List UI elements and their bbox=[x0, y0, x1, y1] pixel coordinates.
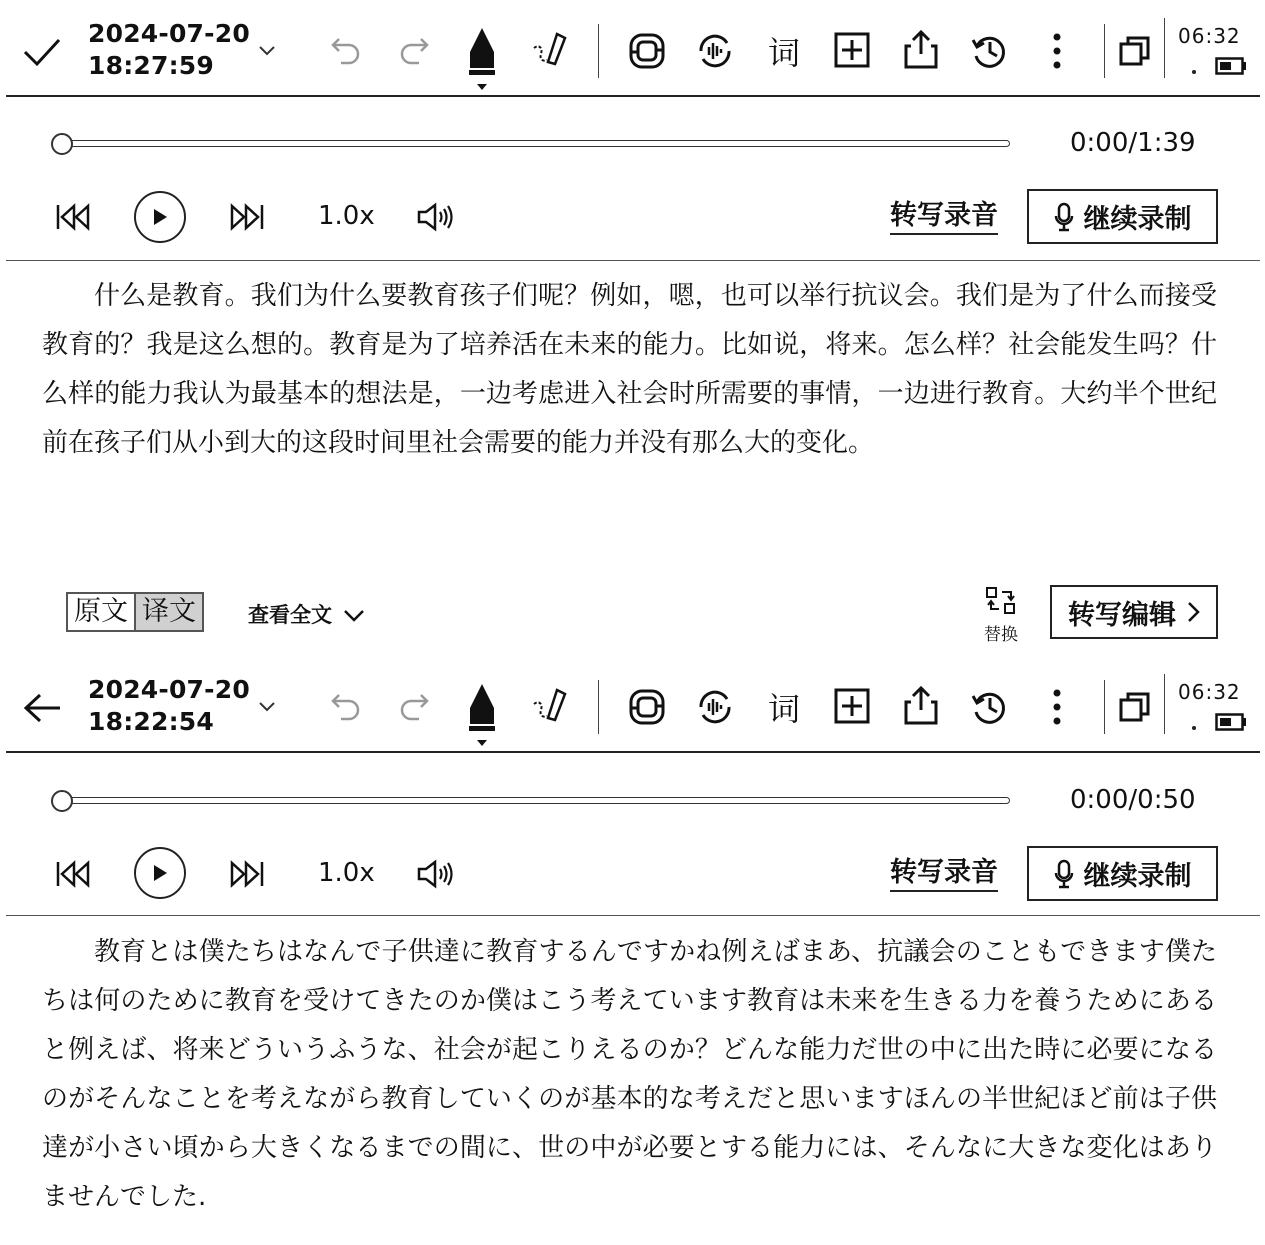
player-bottom-border bbox=[6, 915, 1260, 916]
skip-back-icon[interactable] bbox=[52, 198, 94, 236]
undo-icon[interactable] bbox=[326, 30, 366, 70]
status-clock: 06:32 bbox=[1178, 680, 1241, 704]
skip-back-icon[interactable] bbox=[52, 855, 94, 893]
play-button[interactable] bbox=[134, 847, 186, 899]
toolbar-bottom-border bbox=[6, 751, 1260, 753]
chevron-down-icon[interactable] bbox=[254, 694, 280, 720]
layers-ai-icon[interactable] bbox=[626, 686, 668, 728]
volume-icon[interactable] bbox=[414, 855, 456, 893]
more-options-icon[interactable] bbox=[1042, 686, 1072, 728]
status-divider bbox=[1164, 674, 1165, 734]
playback-speed[interactable]: 1.0x bbox=[318, 201, 375, 231]
status-clock: 06:32 bbox=[1178, 24, 1241, 48]
toolbar-divider bbox=[598, 24, 599, 78]
note-time: 18:27:59 bbox=[88, 51, 214, 80]
transcript-text bbox=[42, 272, 1217, 468]
status-dot bbox=[1192, 726, 1196, 730]
play-button[interactable] bbox=[134, 191, 186, 243]
add-box-icon[interactable] bbox=[832, 30, 872, 70]
status-dot bbox=[1192, 70, 1196, 74]
transcript-paragraph: 什么是教育。我们为什么要教育孩子们呢？例如，嗯，也可以举行抗议会。我们是为了什么而接受教育的？我是这么想的。教育是为了培养活在未来的能力。比如说，将来。怎么样？社会能发生吗？什么样的能力我认为最基本的想法是，一边考虑进入社会时所需要的事情，一边进行教育。大约半个世纪前在孩子们从小到大的这段时间里社会需要的能力并没有那么大的变化。 bbox=[42, 281, 1217, 458]
multiwindow-icon[interactable] bbox=[1114, 686, 1156, 728]
audio-progress-bar[interactable] bbox=[60, 797, 1010, 804]
share-export-icon[interactable] bbox=[900, 682, 942, 728]
replace-label: 替换 bbox=[984, 625, 1018, 645]
replace-button[interactable] bbox=[978, 585, 1024, 645]
audio-progress-knob[interactable] bbox=[51, 790, 73, 812]
audio-cycle-icon[interactable] bbox=[694, 30, 736, 72]
microphone-icon bbox=[1054, 859, 1074, 889]
word-icon[interactable]: 词 bbox=[767, 34, 800, 72]
back-arrow-icon[interactable] bbox=[20, 688, 64, 728]
audio-cycle-icon[interactable] bbox=[694, 686, 736, 728]
transcript-edit-label: 转写编辑 bbox=[1068, 599, 1176, 631]
toolbar-divider bbox=[598, 680, 599, 734]
layers-ai-icon[interactable] bbox=[626, 30, 668, 72]
history-icon[interactable] bbox=[968, 686, 1010, 728]
skip-forward-icon[interactable] bbox=[226, 855, 268, 893]
redo-icon[interactable] bbox=[394, 686, 434, 726]
continue-recording-button[interactable] bbox=[1027, 189, 1218, 244]
history-icon[interactable] bbox=[968, 30, 1010, 72]
transcript-edit-button[interactable] bbox=[1050, 585, 1218, 639]
confirm-check-icon[interactable] bbox=[20, 32, 64, 72]
transcribe-recording-link[interactable]: 转写录音 bbox=[890, 857, 998, 892]
toolbar-divider bbox=[1104, 24, 1105, 78]
pen-selected-indicator-icon bbox=[474, 738, 490, 748]
audio-progress-bar[interactable] bbox=[60, 140, 1010, 147]
more-options-icon[interactable] bbox=[1042, 30, 1072, 72]
transcript-text bbox=[42, 928, 1217, 1222]
audio-progress-knob[interactable] bbox=[51, 133, 73, 155]
player-bottom-border bbox=[6, 260, 1260, 261]
toolbar-divider bbox=[1104, 680, 1105, 734]
chevron-down-icon bbox=[343, 609, 365, 623]
status-divider bbox=[1164, 18, 1165, 78]
chevron-right-icon bbox=[1186, 601, 1200, 623]
swap-icon bbox=[984, 585, 1018, 617]
note-date: 2024-07-20 bbox=[88, 675, 250, 704]
continue-recording-button[interactable] bbox=[1027, 846, 1218, 901]
note-time: 18:22:54 bbox=[88, 707, 214, 736]
note-date: 2024-07-20 bbox=[88, 19, 250, 48]
eraser-stroke-icon[interactable] bbox=[530, 684, 574, 728]
undo-icon[interactable] bbox=[326, 686, 366, 726]
share-export-icon[interactable] bbox=[900, 26, 942, 72]
language-tabs bbox=[66, 592, 204, 632]
redo-icon[interactable] bbox=[394, 30, 434, 70]
transcribe-recording-link[interactable]: 转写录音 bbox=[890, 200, 998, 235]
toolbar-bottom-border bbox=[6, 95, 1260, 97]
playback-time: 0:00/0:50 bbox=[1070, 785, 1196, 815]
tab-original[interactable]: 原文 bbox=[74, 596, 128, 627]
multiwindow-icon[interactable] bbox=[1114, 30, 1156, 72]
word-icon[interactable]: 词 bbox=[767, 690, 800, 728]
view-full-text-label: 查看全文 bbox=[248, 603, 332, 627]
battery-icon bbox=[1214, 56, 1248, 76]
battery-icon bbox=[1214, 712, 1248, 732]
view-full-text-link[interactable] bbox=[248, 599, 365, 629]
tab-translation[interactable]: 译文 bbox=[134, 594, 202, 630]
transcript-paragraph: 教育とは僕たちはなんで子供達に教育するんですかね例えばまあ、抗議会のこともできます僕たちは何のために教育を受けてきたのか僕はこう考えています教育は未来を生きる力を養うためにあると例えば、将来どういうふうな、社会が起こりえるのか？どんな能力だ世の中に出た時に必要になるのがそんなことを考えながら教育していくのが基本的な考えだと思いますほんの半世紀ほど前は子供達が小さい頃から大きくなるまでの間に、世の中が必要とする能力には、そんなに大きな変化はありませんでした. bbox=[42, 937, 1217, 1212]
playback-time: 0:00/1:39 bbox=[1070, 128, 1196, 158]
eraser-stroke-icon[interactable] bbox=[530, 28, 574, 72]
continue-recording-label: 继续录制 bbox=[1083, 861, 1192, 892]
pen-selected-indicator-icon bbox=[474, 82, 490, 92]
volume-icon[interactable] bbox=[414, 198, 456, 236]
chevron-down-icon[interactable] bbox=[254, 38, 280, 64]
add-box-icon[interactable] bbox=[832, 686, 872, 726]
continue-recording-label: 继续录制 bbox=[1083, 204, 1192, 235]
microphone-icon bbox=[1054, 202, 1074, 232]
skip-forward-icon[interactable] bbox=[226, 198, 268, 236]
playback-speed[interactable]: 1.0x bbox=[318, 858, 375, 888]
